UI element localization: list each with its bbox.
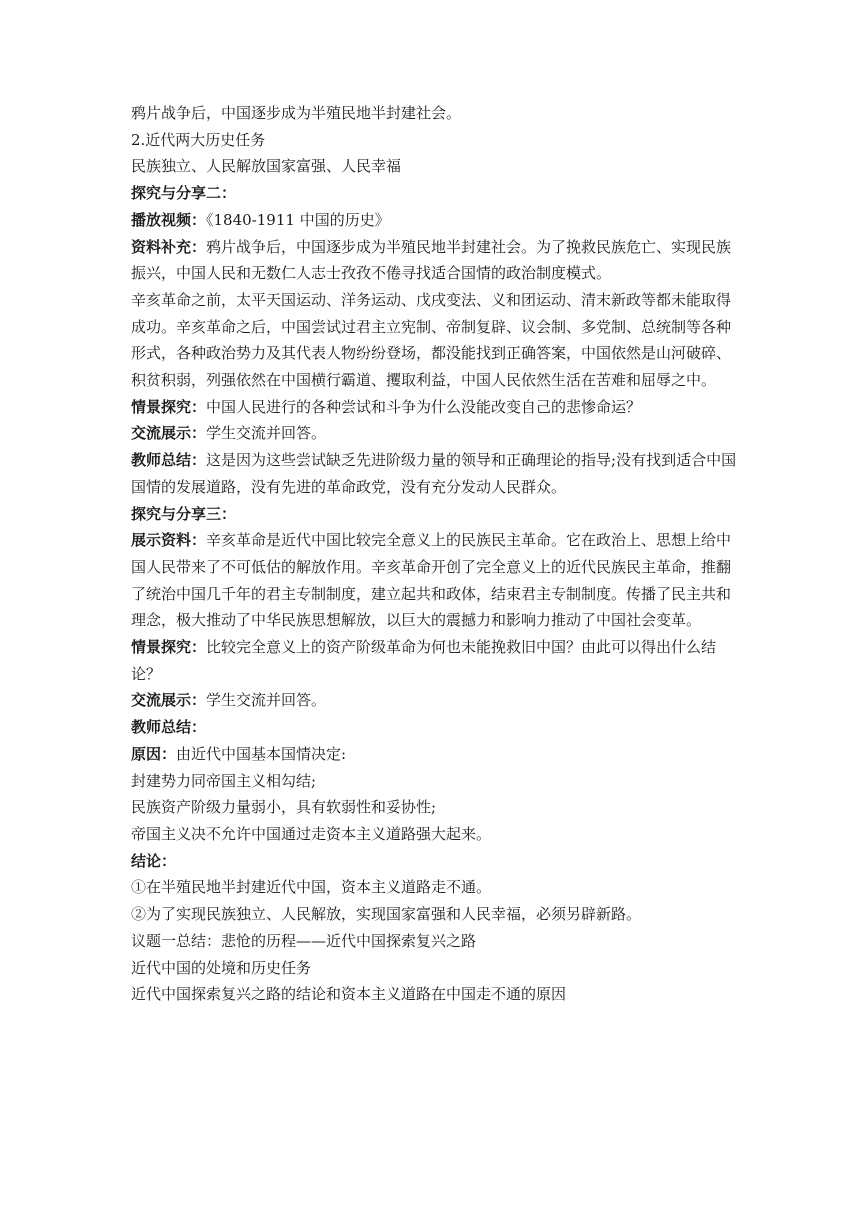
text: 由近代中国基本国情决定: (176, 744, 347, 763)
text: 辛亥革命是近代中国比较完全意义上的民族民主革命。它在政治上、思想上给中国人民带来了不可低估的解放作用。辛亥革命开创了完全意义上的近代民族民主革命，推翻了统治中国几千年的君主专制制度，建立起共和政体，结束君主专制制度。传播了民主共和理念，极大推动了中华民族思想解放，以巨大的震撼力和影响力推动了中国社会变革。 (131, 531, 732, 630)
teacher-summary (131, 447, 743, 500)
label: 资料补充： (131, 237, 207, 256)
summary-line: 近代中国的处境和历史任务 (131, 958, 312, 977)
label: 情景探究： (131, 638, 207, 657)
discussion-line (131, 687, 743, 714)
teacher-summary-heading: 教师总结： (131, 718, 207, 737)
conclusion-item: ②为了实现民族独立、人民解放，实现国家富强和人民幸福，必须另辟新路。 (131, 905, 642, 924)
discussion-line (131, 420, 743, 447)
label: 交流展示： (131, 691, 207, 710)
section-heading: 探究与分享三： (131, 504, 237, 523)
conclusion-heading: 结论： (131, 851, 177, 870)
video-line (131, 207, 743, 234)
reason-item: 帝国主义决不允许中国通过走资本主义道路强大起来。 (131, 824, 492, 843)
text: 中国人民进行的各种尝试和斗争为什么没能改变自己的悲惨命运？ (206, 397, 642, 416)
section-heading: 2.近代两大历史任务 (131, 130, 266, 149)
label: 播放视频： (131, 210, 207, 229)
label: 原因： (131, 744, 177, 763)
question-line (131, 634, 743, 687)
label: 展示资料： (131, 531, 207, 550)
text: 学生交流并回答。 (206, 691, 327, 710)
question-line (131, 394, 743, 421)
label: 教师总结： (131, 451, 207, 470)
text-line: 民族独立、人民解放国家富强、人民幸福 (131, 157, 402, 176)
summary-line: 近代中国探索复兴之路的结论和资本主义道路在中国走不通的原因 (131, 985, 567, 1004)
paragraph: 辛亥革命之前，太平天国运动、洋务运动、戊戌变法、义和团运动、清末新政等都未能取得成功。辛亥革命之后，中国尝试过君主立宪制、帝制复辟、议会制、多党制、总统制等各种形式，各种政治势力及其代表人物纷纷登场，都没能找到正确答案，中国依然是山河破碎、积贫积弱，列强依然在中国横行霸道、攫取利益，中国人民依然生活在苦难和屈辱之中。 (131, 290, 732, 390)
text: 学生交流并回答。 (206, 424, 327, 443)
paragraph (131, 234, 743, 287)
text: 鸦片战争后，中国逐步成为半殖民地半封建社会。为了挽救民族危亡、实现民族振兴，中国人民和无数仁人志士孜孜不倦寻找适合国情的政治制度模式。 (131, 237, 732, 283)
summary-line: 议题一总结：悲怆的历程——近代中国探索复兴之路 (131, 931, 477, 950)
text-line: 鸦片战争后，中国逐步成为半殖民地半封建社会。 (131, 104, 462, 122)
reason-item: 民族资产阶级力量弱小，具有软弱性和妥协性; (131, 798, 437, 817)
text: 《1840-1911 中国的历史》 (206, 210, 390, 229)
label: 情景探究： (131, 397, 207, 416)
reason-line (131, 741, 743, 768)
text: 这是因为这些尝试缺乏先进阶级力量的领导和正确理论的指导;没有找到适合中国国情的发展道路，没有先进的革命政党，没有充分发动人民群众。 (131, 451, 737, 496)
label: 交流展示： (131, 424, 207, 443)
conclusion-item: ①在半殖民地半封建近代中国，资本主义道路走不通。 (131, 878, 492, 897)
section-heading: 探究与分享二： (131, 184, 237, 203)
material-paragraph (131, 527, 743, 634)
document-page (131, 100, 743, 1008)
reason-item: 封建势力同帝国主义相勾结; (131, 771, 317, 790)
text: 比较完全意义上的资产阶级革命为何也未能挽救旧中国？由此可以得出什么结论？ (131, 638, 717, 683)
